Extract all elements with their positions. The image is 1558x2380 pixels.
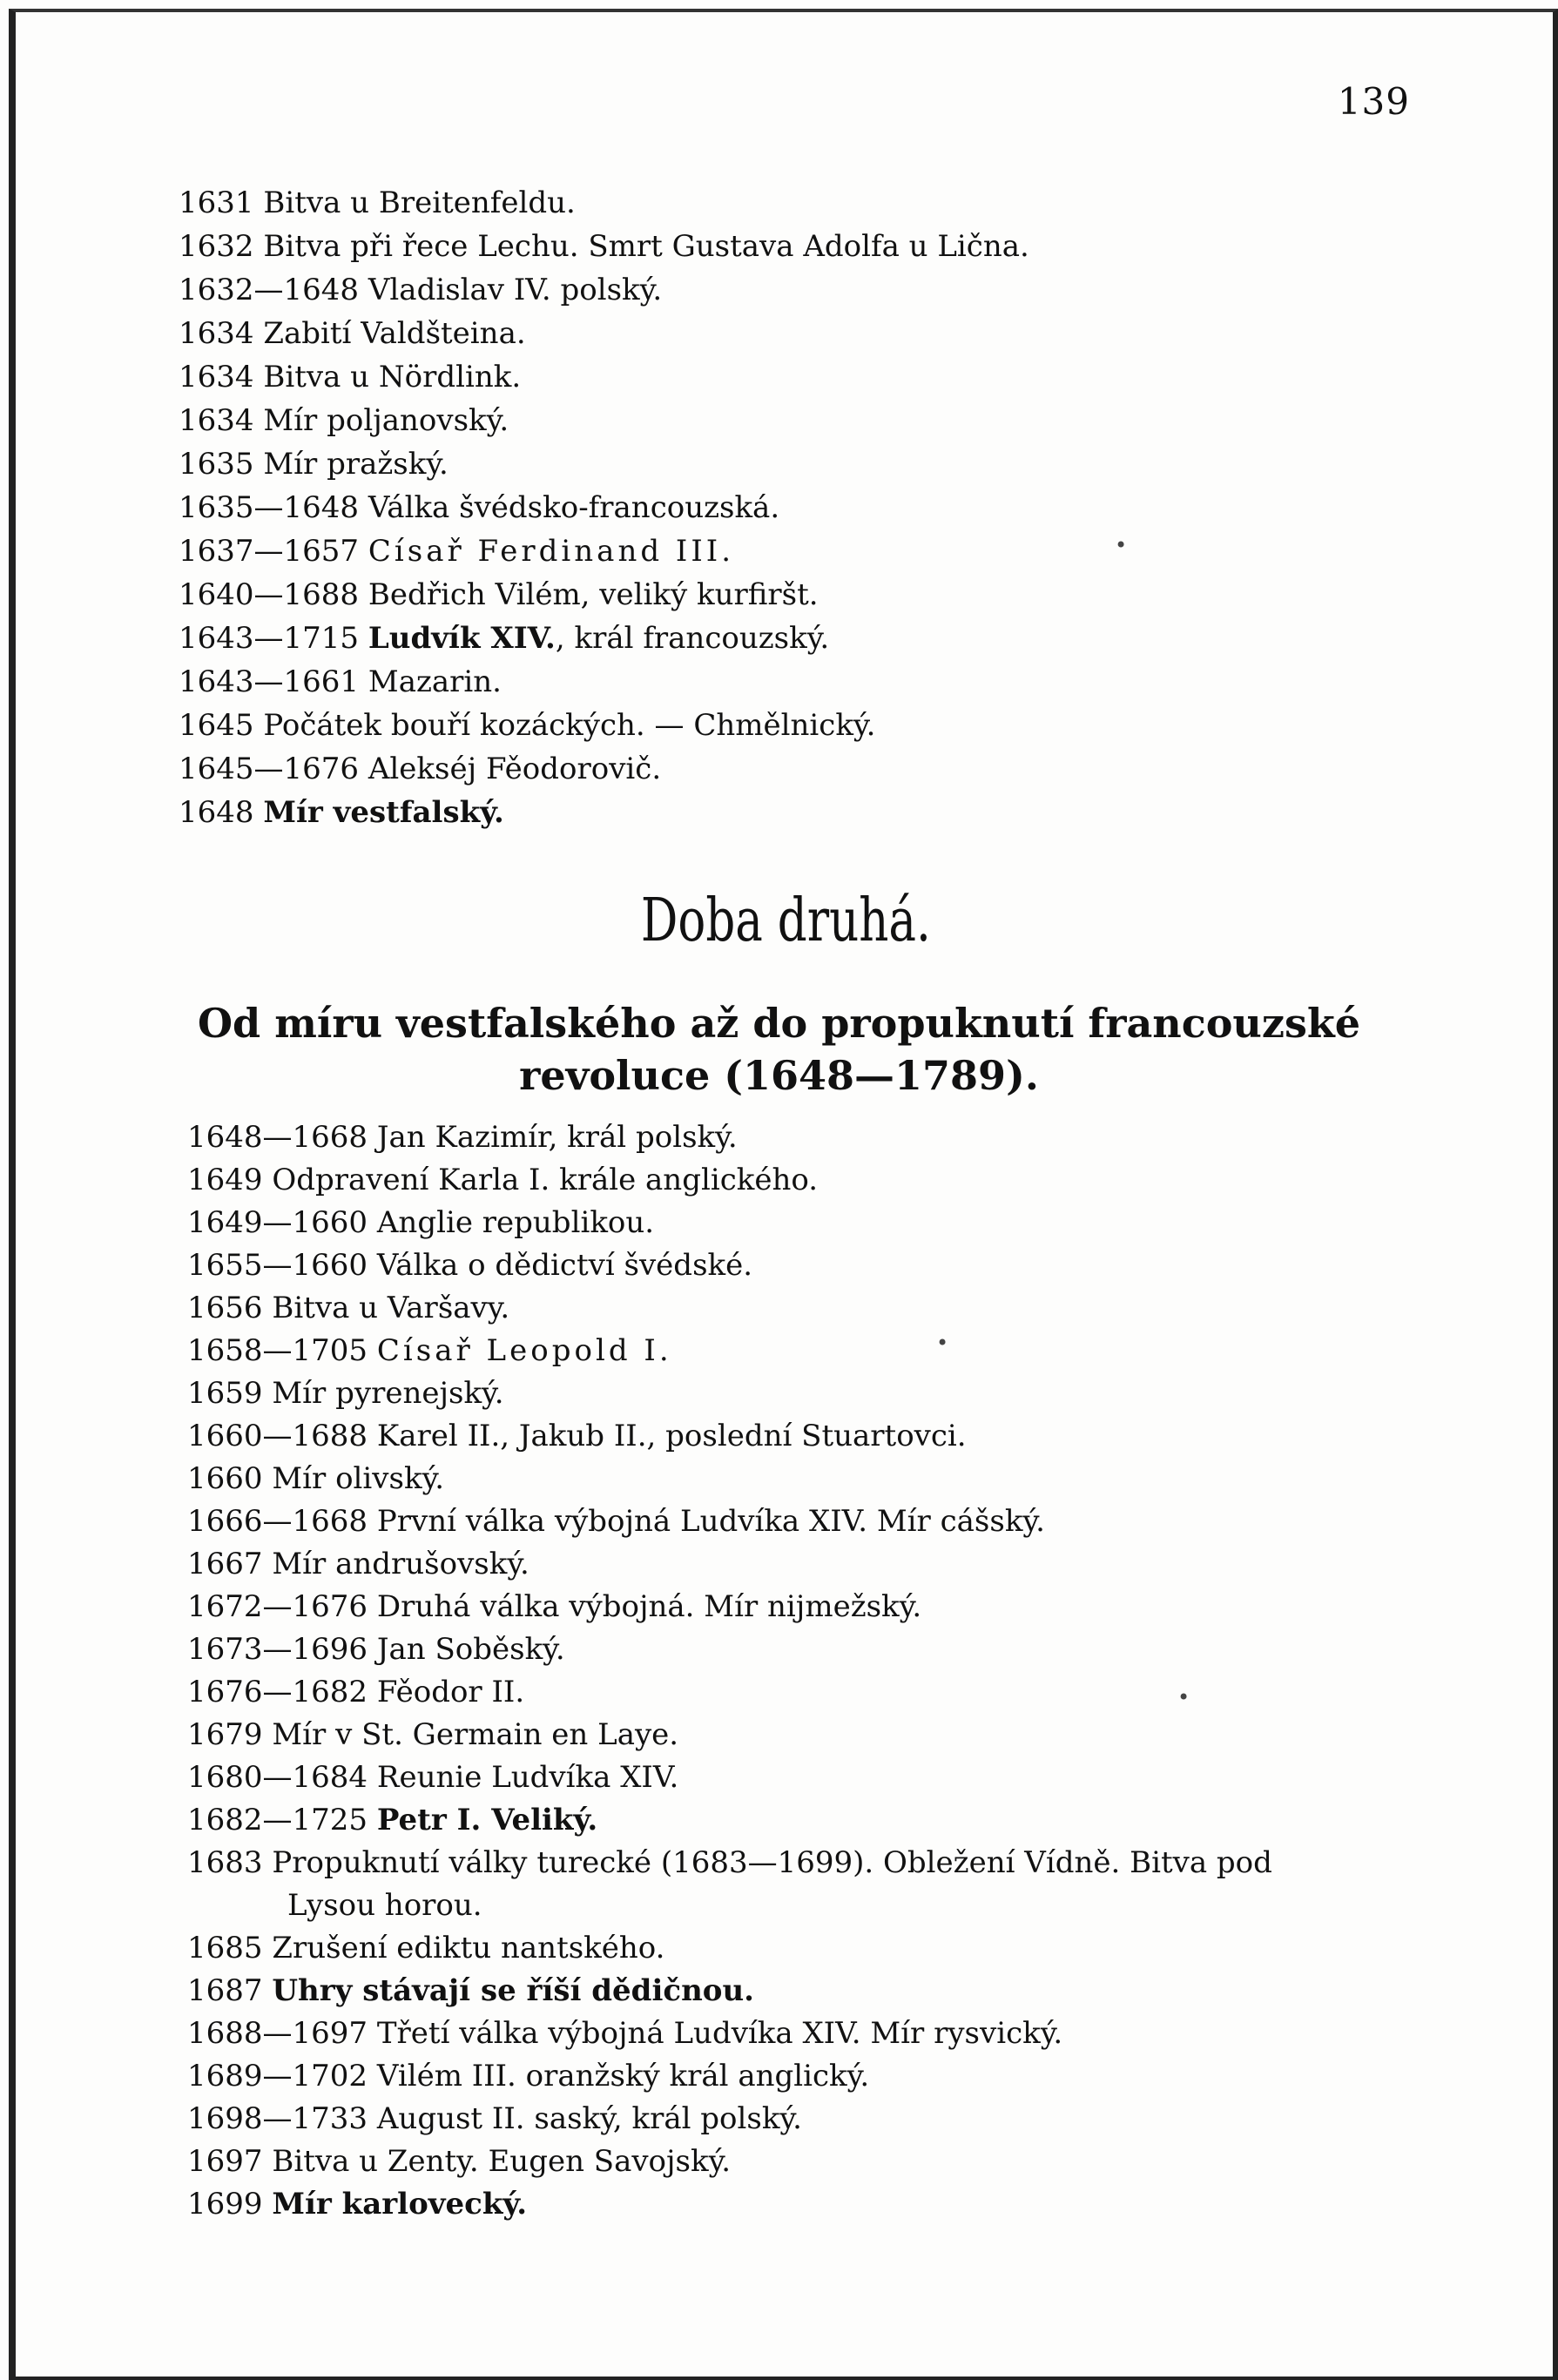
entry-continuation: Lysou horou. — [287, 1888, 482, 1923]
speck: • — [1177, 1685, 1190, 1709]
chronology-entry — [179, 529, 1398, 573]
chronology-entry — [187, 1714, 1406, 1756]
entry-text: Mír v St. Germain en Laye. — [272, 1717, 679, 1752]
chronology-entry — [179, 225, 1398, 268]
entry-year: 1631 — [179, 185, 254, 220]
chronology-entry — [187, 1372, 1406, 1415]
entry-year: 1655—1660 — [187, 1248, 368, 1283]
chronology-entry — [179, 268, 1398, 312]
chronology-entry — [187, 1842, 1406, 1927]
entry-text: Počátek bouří kozáckých. — Chmělnický. — [263, 708, 876, 743]
entry-year: 1685 — [187, 1931, 263, 1965]
entry-year: 1683 — [187, 1845, 263, 1880]
entry-text: Císař Ferdinand III. — [368, 534, 735, 569]
entry-text: Mír karlovecký. — [272, 2187, 528, 2222]
chronology-entry — [179, 660, 1398, 704]
section-heading: Doba druhá. — [640, 887, 931, 955]
entry-year: 1634 — [179, 403, 254, 438]
entry-year: 1689—1702 — [187, 2059, 368, 2093]
entry-text: Reunie Ludvíka XIV. — [376, 1760, 679, 1795]
entry-text: Druhá válka výbojná. Mír nijmežský. — [376, 1589, 922, 1624]
entry-text: Mazarin. — [368, 664, 502, 699]
entry-text: Zabití Valdšteina. — [263, 316, 526, 351]
entry-year: 1673—1696 — [187, 1632, 368, 1667]
entry-year: 1679 — [187, 1717, 263, 1752]
page-number: 139 — [1337, 80, 1410, 123]
subheading-line-1: Od míru vestfalského až do propuknutí francouzské — [197, 1000, 1361, 1047]
entry-text: Třetí válka výbojná Ludvíka XIV. Mír rysvický. — [376, 2016, 1063, 2051]
entry-year: 1649—1660 — [187, 1205, 368, 1240]
entry-year: 1666—1668 — [187, 1504, 368, 1539]
entry-text: Vilém III. oranžský král anglický. — [376, 2059, 870, 2093]
entry-year: 1632—1648 — [179, 273, 360, 307]
entry-text: Uhry stávají se říší dědičnou. — [272, 1973, 755, 2008]
entry-text: Vladislav IV. polský. — [368, 273, 663, 307]
entry-year: 1634 — [179, 316, 254, 351]
chronology-entry — [179, 704, 1398, 747]
entry-text: Alekséj Fěodorovič. — [368, 752, 662, 786]
chronology-entry — [179, 312, 1398, 355]
entry-text: Bitva u Varšavy. — [272, 1291, 510, 1325]
chronology-entry — [187, 1244, 1406, 1287]
entry-text: Mír vestfalský. — [263, 795, 504, 830]
chronology-entry — [179, 181, 1398, 225]
entry-year: 1672—1676 — [187, 1589, 368, 1624]
entry-year: 1635—1648 — [179, 490, 360, 525]
entry-year: 1660—1688 — [187, 1419, 368, 1453]
chronology-entry — [179, 355, 1398, 399]
chronology-entry — [187, 1287, 1406, 1330]
entry-year: 1682—1725 — [187, 1803, 368, 1837]
entry-text: Mír olivský. — [272, 1461, 445, 1496]
entry-text: Mír poljanovský. — [263, 403, 509, 438]
chronology-entry — [187, 1202, 1406, 1244]
chronology-entry — [187, 1970, 1406, 2013]
entry-text: Bitva při řece Lechu. Smrt Gustava Adolfa u Lična. — [263, 229, 1029, 264]
chronology-entry — [187, 2098, 1406, 2141]
entry-year: 1637—1657 — [179, 534, 360, 569]
entry-text: Bitva u Breitenfeldu. — [263, 185, 576, 220]
entry-text: , král francouzský. — [555, 621, 830, 656]
entry-text: Anglie republikou. — [376, 1205, 655, 1240]
entry-year: 1648—1668 — [187, 1120, 368, 1155]
chronology-list-2 — [187, 1116, 1406, 2226]
subheading-line-2: revoluce (1648—1789). — [519, 1052, 1039, 1099]
chronology-entry — [179, 399, 1398, 442]
entry-text: Bitva u Zenty. Eugen Savojský. — [272, 2144, 732, 2179]
chronology-entry — [179, 747, 1398, 791]
chronology-entry — [179, 573, 1398, 617]
entry-text: Fěodor II. — [376, 1675, 525, 1709]
entry-text: Bedřich Vilém, veliký kurfiršt. — [368, 577, 819, 612]
chronology-entry — [179, 791, 1398, 834]
entry-year: 1698—1733 — [187, 2101, 368, 2136]
chronology-entry — [187, 1628, 1406, 1671]
entry-year: 1632 — [179, 229, 254, 264]
entry-year: 1645 — [179, 708, 254, 743]
section-subheading — [0, 997, 1558, 1102]
entry-year: 1643—1715 — [179, 621, 360, 656]
entry-text: Mír pražský. — [263, 447, 449, 482]
entry-text: Jan Soběský. — [376, 1632, 565, 1667]
chronology-entry — [187, 1159, 1406, 1202]
entry-text: Zrušení ediktu nantského. — [272, 1931, 665, 1965]
chronology-entry — [187, 1458, 1406, 1500]
entry-year: 1667 — [187, 1547, 263, 1581]
chronology-entry — [187, 1415, 1406, 1458]
entry-text: Karel II., Jakub II., poslední Stuartovci. — [376, 1419, 967, 1453]
entry-year: 1680—1684 — [187, 1760, 368, 1795]
chronology-entry — [187, 1799, 1406, 1842]
entry-year: 1688—1697 — [187, 2016, 368, 2051]
entry-text: August II. saský, král polský. — [376, 2101, 802, 2136]
chronology-entry — [187, 2141, 1406, 2183]
entry-text: Bitva u Nördlink. — [263, 360, 522, 394]
entry-text: Jan Kazimír, král polský. — [376, 1120, 738, 1155]
speck: • — [936, 1331, 949, 1355]
chronology-entry — [179, 486, 1398, 529]
entry-year: 1640—1688 — [179, 577, 360, 612]
chronology-entry — [187, 1116, 1406, 1159]
entry-text: Odpravení Karla I. krále anglického. — [272, 1163, 819, 1197]
entry-year: 1658—1705 — [187, 1333, 368, 1368]
chronology-entry — [187, 2055, 1406, 2098]
entry-year: 1645—1676 — [179, 752, 360, 786]
chronology-entry — [187, 2013, 1406, 2055]
entry-year: 1648 — [179, 795, 254, 830]
entry-year: 1697 — [187, 2144, 263, 2179]
entry-text: Mír andrušovský. — [272, 1547, 529, 1581]
chronology-entry — [187, 1927, 1406, 1970]
chronology-entry — [187, 1330, 1406, 1372]
entry-text: Ludvík XIV. — [368, 621, 556, 656]
entry-year: 1635 — [179, 447, 254, 482]
entry-text: Císař Leopold I. — [376, 1333, 672, 1368]
entry-year: 1643—1661 — [179, 664, 360, 699]
chronology-entry — [187, 1500, 1406, 1543]
entry-year: 1649 — [187, 1163, 263, 1197]
chronology-entry — [187, 1671, 1406, 1714]
chronology-entry — [187, 1756, 1406, 1799]
speck: • — [1115, 533, 1128, 557]
entry-text: Mír pyrenejský. — [272, 1376, 504, 1411]
entry-year: 1659 — [187, 1376, 263, 1411]
chronology-entry — [179, 442, 1398, 486]
entry-year: 1699 — [187, 2187, 263, 2222]
entry-year: 1687 — [187, 1973, 263, 2008]
entry-text: Válka švédsko-francouzská. — [368, 490, 780, 525]
chronology-list-1 — [179, 181, 1398, 834]
entry-text: Propuknutí války turecké (1683—1699). Obležení Vídně. Bitva pod — [272, 1845, 1272, 1880]
entry-text: První válka výbojná Ludvíka XIV. Mír cášský. — [376, 1504, 1045, 1539]
chronology-entry — [179, 617, 1398, 660]
entry-text: Petr I. Veliký. — [376, 1803, 598, 1837]
entry-year: 1676—1682 — [187, 1675, 368, 1709]
entry-year: 1660 — [187, 1461, 263, 1496]
entry-year: 1656 — [187, 1291, 263, 1325]
chronology-entry — [187, 1586, 1406, 1628]
chronology-entry — [187, 2183, 1406, 2226]
entry-year: 1634 — [179, 360, 254, 394]
entry-text: Válka o dědictví švédské. — [376, 1248, 753, 1283]
chronology-entry — [187, 1543, 1406, 1586]
